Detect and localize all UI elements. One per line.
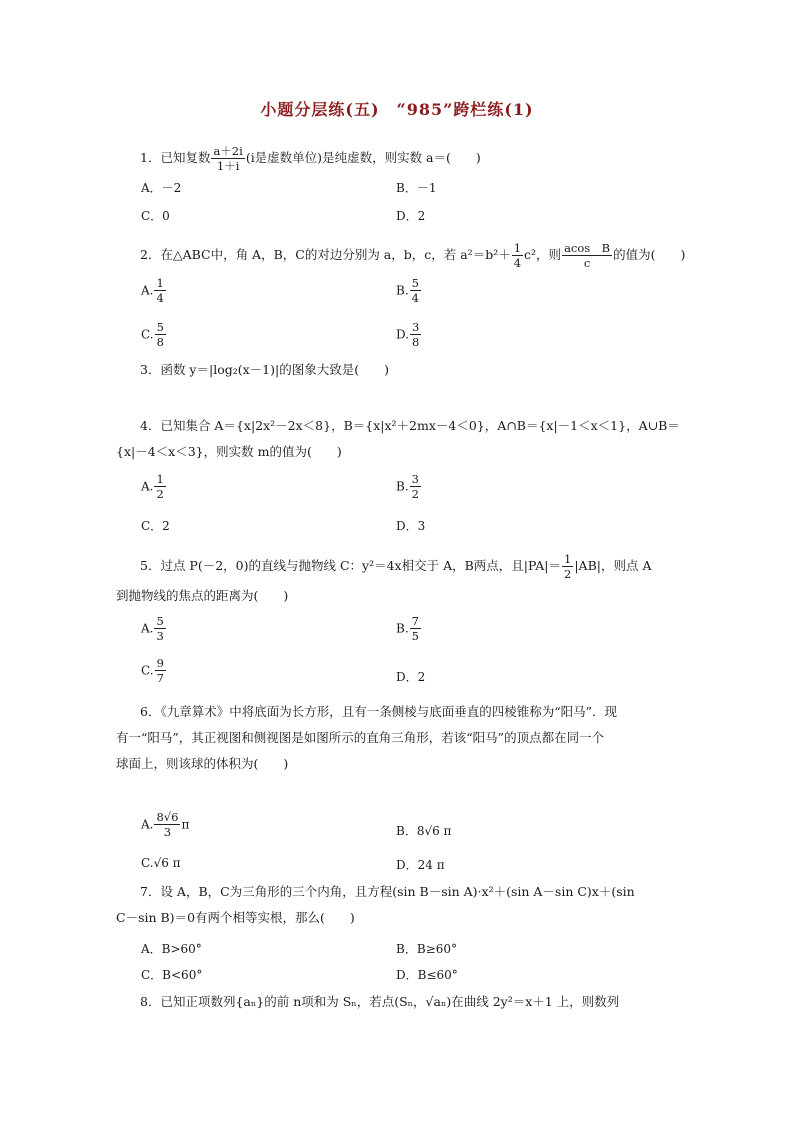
q5-option-d: D．2 [396, 670, 426, 684]
q5-fraction [562, 552, 573, 581]
q4-option-d: D．3 [396, 519, 426, 533]
q4-option-c: C．2 [141, 519, 170, 533]
q5-c-den: 7 [156, 671, 164, 685]
question-7-line-2: C－sin B)＝0有两个相等实根，那么( ) [116, 910, 355, 925]
q1-suffix: (i是虚数单位)是纯虚数，则实数 a＝( ) [245, 150, 481, 165]
q2-c-label: C. [141, 327, 154, 342]
question-6-line-3: 球面上，则该球的体积为( ) [116, 756, 289, 771]
q2-option-d [396, 320, 422, 349]
page-title: 小题分层练(五) “985”跨栏练(1) [260, 100, 534, 119]
question-8-line-1: 8．已知正项数列{aₙ}的前 n项和为 Sₙ，若点(Sₙ，√aₙ)在曲线 2y²＝x＋1 上，则数列 [140, 994, 620, 1009]
q2-suffix: 的值为( ) [613, 247, 686, 262]
q7-option-c: C．B<60° [141, 968, 203, 982]
q4-a-den: 2 [156, 487, 164, 501]
q5-c-label: C. [141, 663, 154, 678]
q6-a-num: 8√6 [156, 810, 179, 824]
q2-option-b [396, 276, 422, 305]
q6-option-d: D．24 π [396, 858, 445, 872]
q2-d-num: 3 [412, 320, 420, 334]
q5-prefix: 5．过点 P(－2，0)的直线与抛物线 C：y²＝4x相交于 A，B两点，且|PA|＝ [140, 558, 562, 573]
q5-f-den: 2 [564, 567, 572, 581]
q4-option-a [141, 472, 167, 501]
q2-a-num: 1 [156, 276, 164, 290]
q6-a-label: A. [141, 817, 154, 832]
q2-d-den: 8 [412, 335, 420, 349]
question-3: 3．函数 y＝|log₂(x－1)|的图象大致是( ) [140, 362, 389, 377]
q2-f2-den: c [583, 256, 591, 270]
q1-option-a: A．－2 [141, 181, 182, 195]
q6-a-pi: π [181, 817, 190, 832]
q5-a-label: A. [141, 621, 154, 636]
q4-a-num: 1 [156, 472, 164, 486]
question-6-line-2: 有一“阳马”，其正视图和侧视图是如图所示的直角三角形，若该“阳马”的顶点都在同一个 [116, 730, 605, 745]
q6-option-a [141, 810, 189, 839]
q5-option-c [141, 656, 167, 685]
question-4-line-1: 4．已知集合 A＝{x|2x²－2x＜8}，B＝{x|x²＋2mx－4＜0}，A∩B＝{x|－1＜x＜1}，A∪B＝ [140, 418, 680, 433]
q7-option-a: A．B>60° [141, 942, 202, 956]
q2-c-den: 8 [156, 335, 164, 349]
q2-c-num: 5 [156, 320, 164, 334]
question-7-line-1: 7．设 A，B，C为三角形的三个内角，且方程(sin B－sin A)·x²＋(sin A－sin C)x＋(sin [140, 884, 635, 899]
q4-b-frac [410, 472, 421, 501]
q2-option-a [141, 276, 167, 305]
q5-b-frac [410, 614, 421, 643]
q2-d-frac [410, 320, 421, 349]
q2-c-frac [155, 320, 166, 349]
q5-c-frac [155, 656, 166, 685]
q1-option-c: C．0 [141, 209, 170, 223]
q2-fraction-1 [512, 241, 523, 270]
q2-a-label: A. [141, 283, 154, 298]
q5-suffix: |AB|，则点 A [574, 558, 652, 573]
q5-b-den: 5 [411, 629, 419, 643]
q1-fraction [211, 144, 244, 173]
q5-a-frac [154, 614, 165, 643]
q6-option-c: C.√6 π [141, 856, 181, 870]
q5-option-b [396, 614, 422, 643]
question-5-line-2: 到抛物线的焦点的距离为( ) [116, 588, 289, 603]
q4-b-label: B. [396, 479, 409, 494]
q7-option-d: D．B≤60° [396, 968, 458, 982]
q4-a-frac [154, 472, 165, 501]
question-1 [140, 144, 481, 173]
q6-a-frac [154, 810, 180, 839]
q2-b-frac [410, 276, 421, 305]
q2-b-den: 4 [411, 291, 419, 305]
q5-a-num: 5 [156, 614, 164, 628]
q6-a-den: 3 [163, 825, 172, 839]
q2-b-num: 5 [411, 276, 419, 290]
q2-fraction-2 [562, 241, 612, 270]
q7-option-b: B．B≥60° [396, 942, 457, 956]
q2-a-frac [154, 276, 165, 305]
q5-option-a [141, 614, 167, 643]
q1-option-d: D．2 [396, 209, 426, 223]
q2-mid: c²，则 [524, 247, 562, 262]
q2-b-label: B. [396, 283, 409, 298]
q2-d-label: D. [396, 327, 410, 342]
q4-a-label: A. [141, 479, 154, 494]
q4-b-den: 2 [411, 487, 419, 501]
q5-f-num: 1 [564, 552, 572, 566]
q2-f2-num: acos B [564, 241, 611, 255]
question-5-line-1 [140, 552, 651, 581]
question-4-line-2: {x|－4＜x＜3}，则实数 m的值为( ) [116, 444, 342, 459]
q6-option-b: B．8√6 π [396, 824, 452, 838]
question-2 [140, 241, 685, 270]
q2-a-den: 4 [156, 291, 164, 305]
q2-option-c [141, 320, 167, 349]
q2-f1-num: 1 [513, 241, 522, 255]
q4-b-num: 3 [411, 472, 419, 486]
q2-prefix: 2．在△ABC中，角 A，B，C的对边分别为 a，b，c，若 a²＝b²＋ [140, 247, 511, 262]
q5-b-num: 7 [411, 614, 419, 628]
q5-b-label: B. [396, 621, 409, 636]
q1-frac-num: a＋2i [213, 144, 243, 158]
q1-prefix: 1．已知复数 [140, 150, 211, 165]
q2-f1-den: 4 [513, 256, 522, 270]
q5-a-den: 3 [156, 629, 164, 643]
q1-option-b: B．－1 [396, 181, 437, 195]
q4-option-b [396, 472, 422, 501]
q1-frac-den: 1＋i [216, 159, 240, 173]
q5-c-num: 9 [156, 656, 164, 670]
question-6-line-1: 6．《九章算术》中将底面为长方形，且有一条侧棱与底面垂直的四棱锥称为“阳马”．现 [140, 704, 617, 719]
